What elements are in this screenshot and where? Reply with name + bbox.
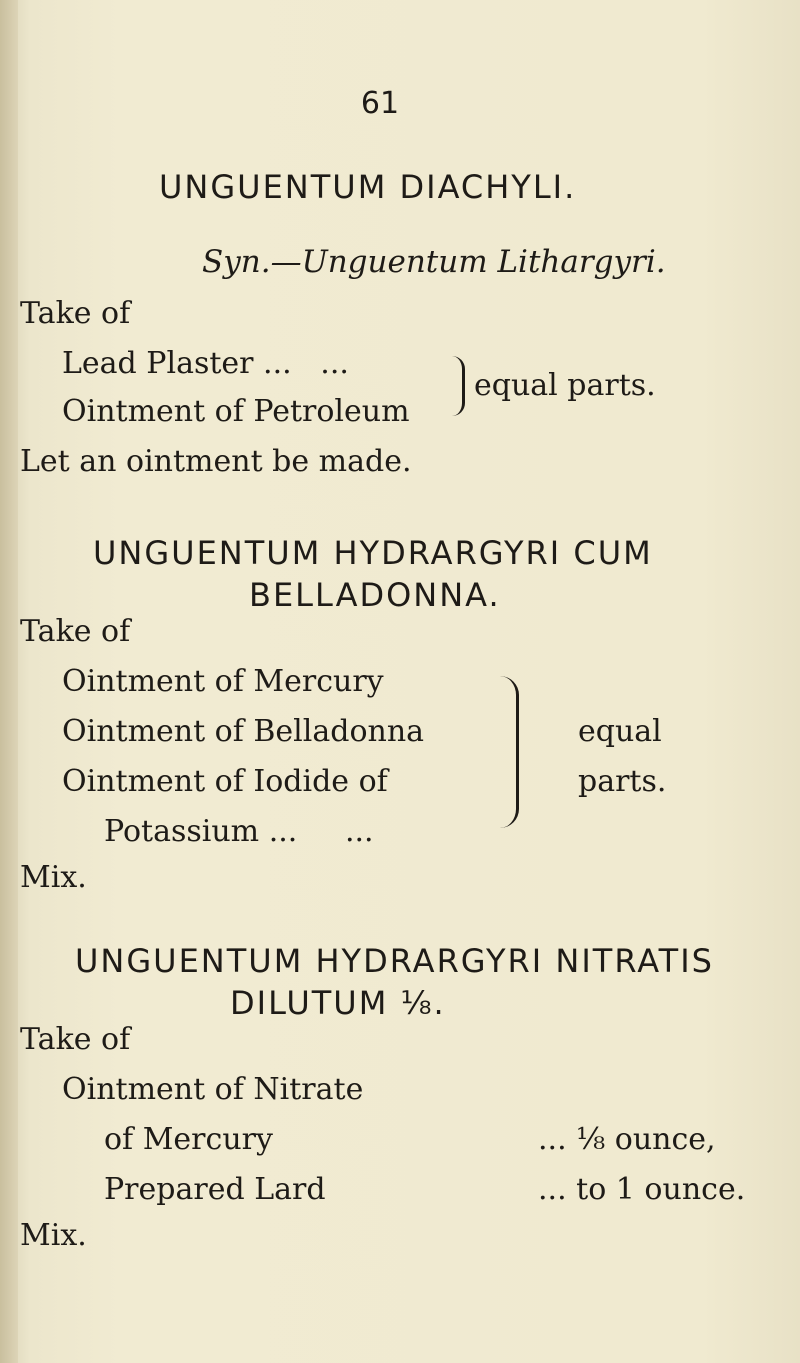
section-3-quantity-2: ... to 1 ounce. xyxy=(538,1172,746,1207)
section-1-ingredient-2: Ointment of Petroleum xyxy=(62,394,410,429)
section-2-title-line-2: BELLADONNA. xyxy=(249,576,501,614)
section-3-instruction: Mix. xyxy=(20,1218,87,1253)
syn-label: Syn.— xyxy=(202,244,302,280)
section-3-ingredient-1-line-2: of Mercury xyxy=(104,1122,273,1157)
section-2-ingredient-2: Ointment of Belladonna xyxy=(62,714,425,749)
section-3-take-of: Take of xyxy=(20,1022,131,1057)
section-2-ingredient-3: Ointment of Iodide of xyxy=(62,764,388,799)
section-2-ingredient-4: Potassium ... ... xyxy=(104,814,374,849)
section-3-ingredient-2: Prepared Lard xyxy=(104,1172,326,1207)
section-1-take-of: Take of xyxy=(20,296,131,331)
section-2-instruction: Mix. xyxy=(20,860,87,895)
section-2-quantity-line-1: equal xyxy=(578,714,662,749)
section-3-quantity-1: ... ⅛ ounce, xyxy=(538,1122,716,1157)
section-2-ingredient-1: Ointment of Mercury xyxy=(62,664,384,699)
page-number: 61 xyxy=(360,86,400,121)
section-2-quantity-line-2: parts. xyxy=(578,764,667,799)
section-3-title-line-2: DILUTUM ⅛. xyxy=(230,984,446,1022)
page-spine-shadow xyxy=(0,0,18,1363)
section-2-take-of: Take of xyxy=(20,614,131,649)
section-1-quantity: equal parts. xyxy=(474,368,656,403)
section-1-ingredient-1: Lead Plaster ... ... xyxy=(62,346,349,381)
section-1-synonym xyxy=(202,244,666,280)
section-1-brace xyxy=(452,356,465,416)
syn-name: Unguentum Lithargyri. xyxy=(301,244,666,280)
section-2-title-line-1: UNGUENTUM HYDRARGYRI CUM xyxy=(93,534,653,572)
section-1-instruction: Let an ointment be made. xyxy=(20,444,412,479)
section-3-ingredient-1-line-1: Ointment of Nitrate xyxy=(62,1072,364,1107)
section-3-title-line-1: UNGUENTUM HYDRARGYRI NITRATIS xyxy=(75,942,714,980)
section-2-brace xyxy=(500,676,519,828)
section-1-title: UNGUENTUM DIACHYLI. xyxy=(159,168,577,206)
